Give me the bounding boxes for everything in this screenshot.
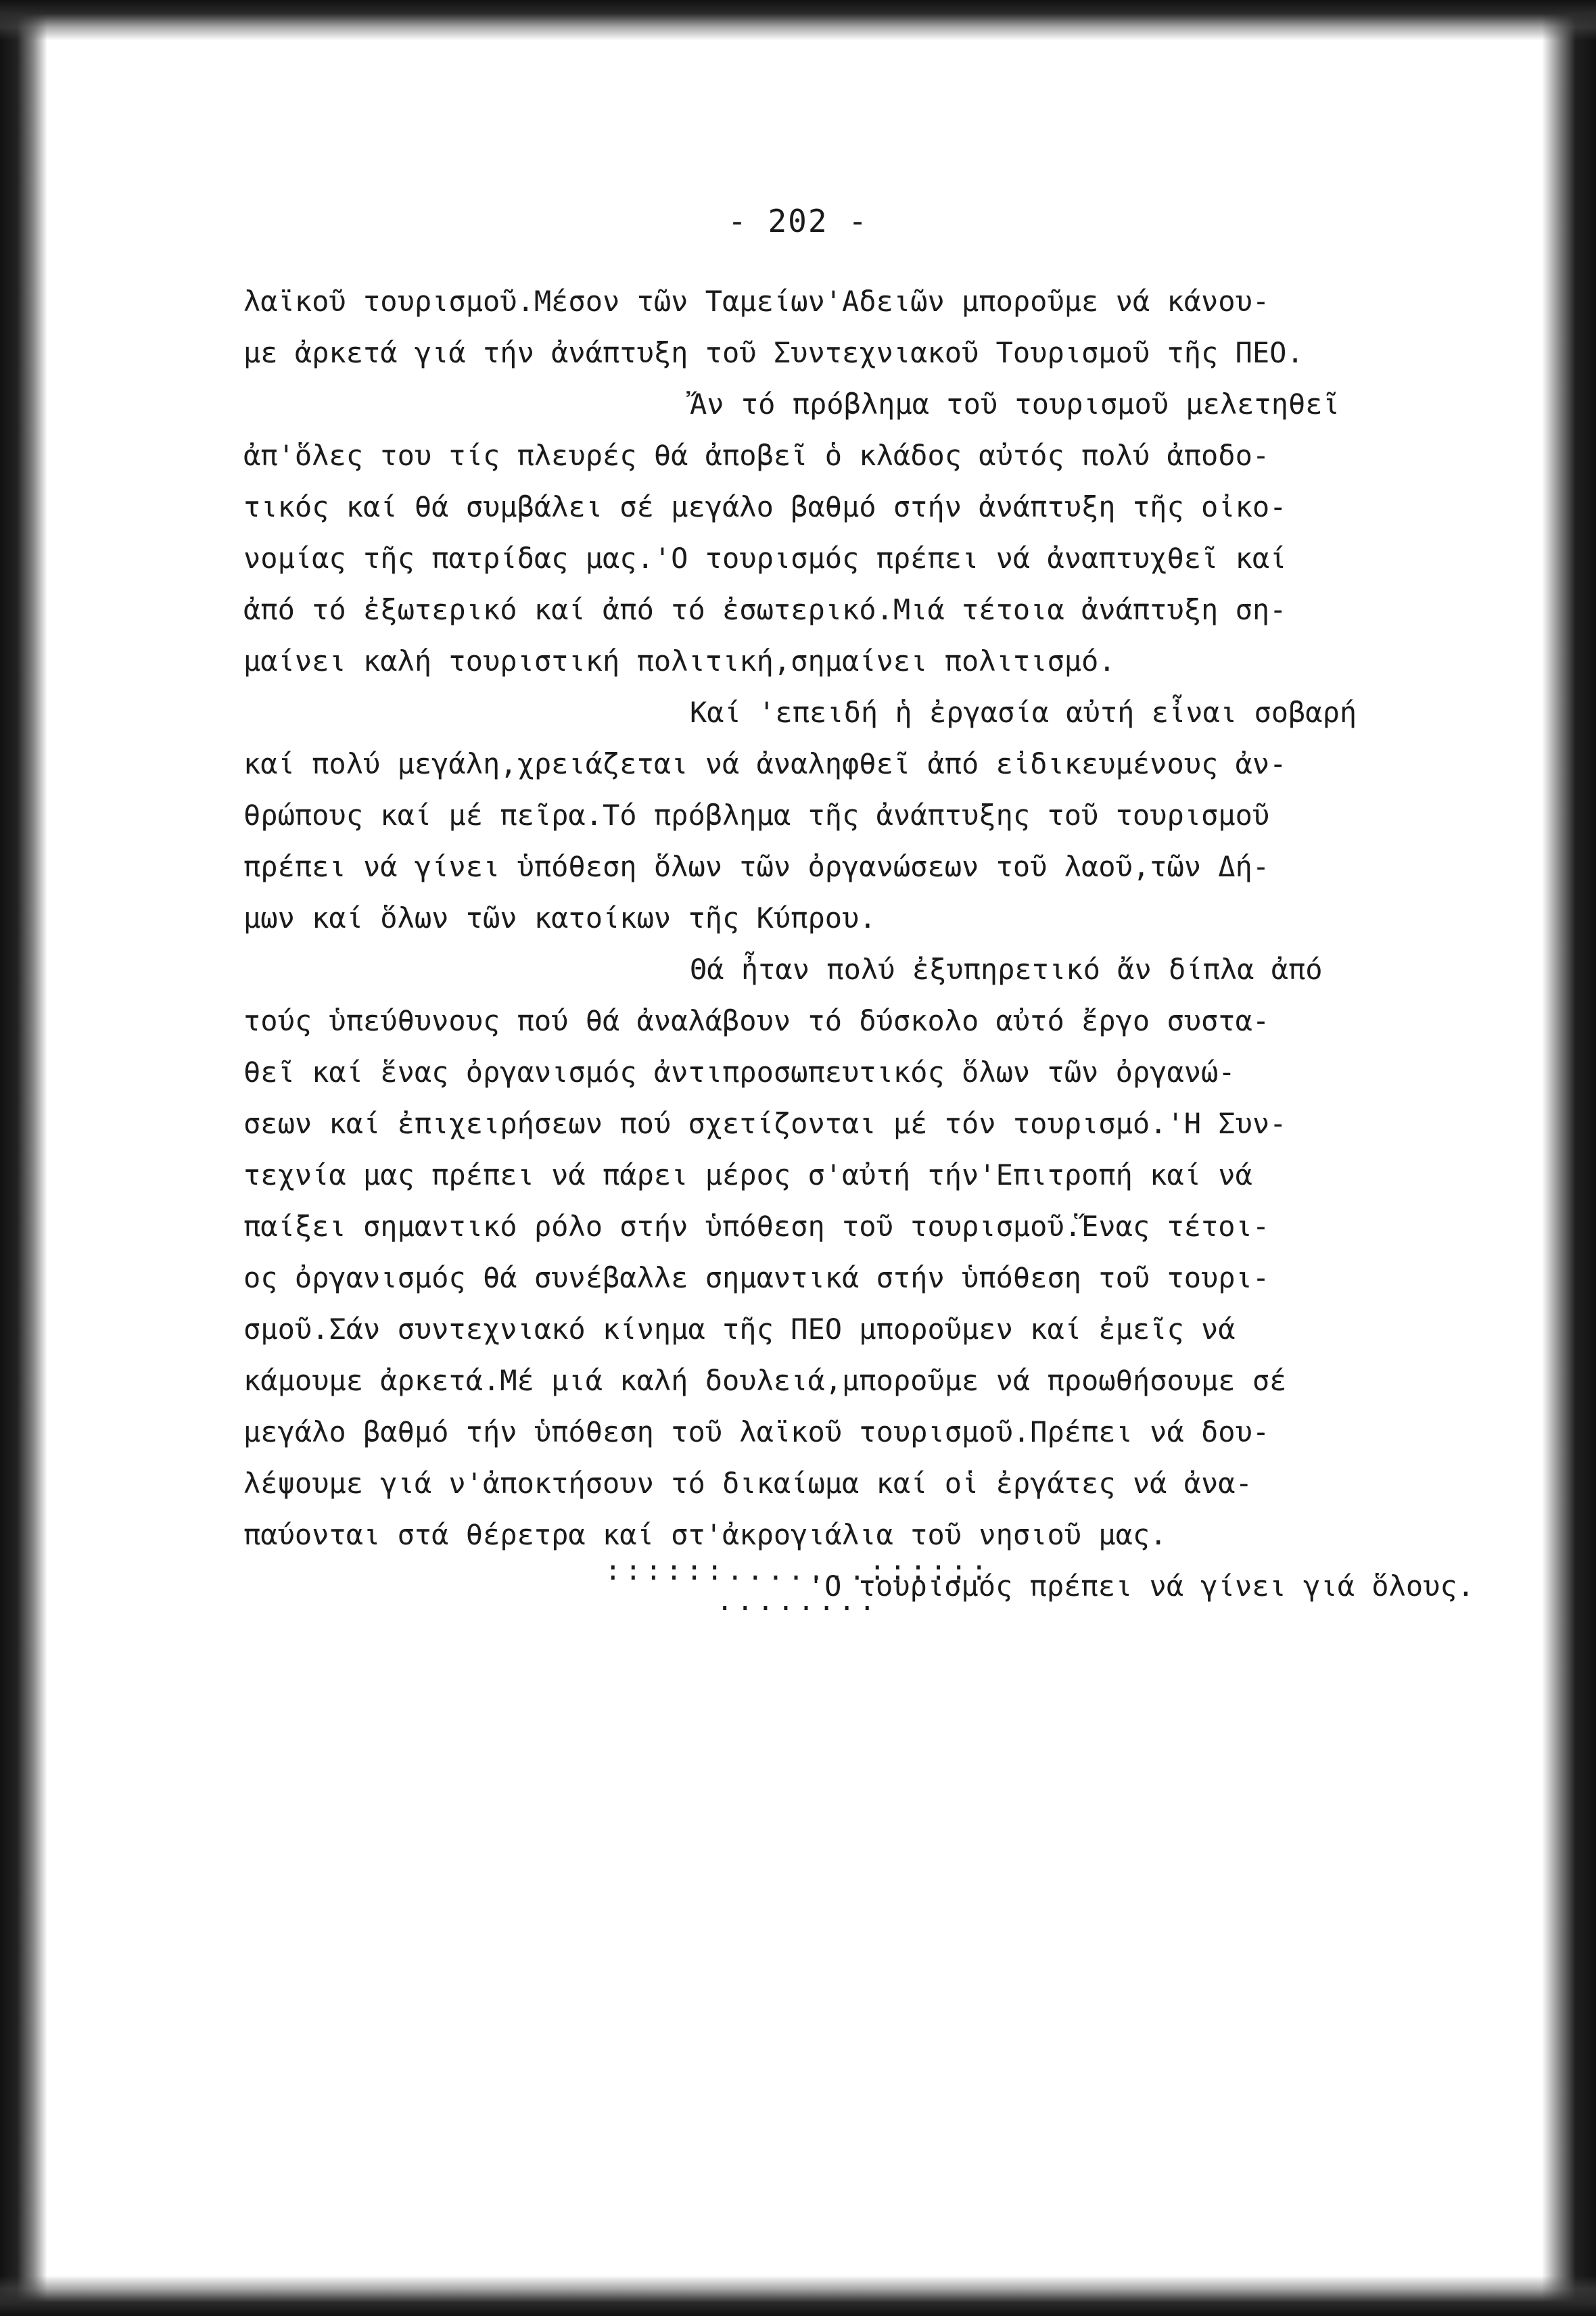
section-ornament-bottom: ........	[716, 1586, 880, 1617]
text-line: λαϊκοῦ τουρισμοῦ.Μέσον τῶν Ταμείων'Αδειῶν μποροῦμε νά κάνου-	[243, 285, 1270, 318]
text-line: μαίνει καλή τουριστική πολιτική,σημαίνει πολιτισμό.	[243, 644, 1116, 678]
text-line: σμοῦ.Σάν συντεχνιακό κίνημα τῆς ΠΕΟ μποροῦμεν καί ἐμεῖς νά	[243, 1313, 1236, 1346]
paragraph-start-line: Θά ἦταν πολύ ἐξυπηρετικό ἄν δίπλα ἀπό	[690, 953, 1323, 986]
text-line: θεῖ καί ἕνας ὀργανισμός ἀντιπροσωπευτικός ὅλων τῶν ὀργανώ-	[243, 1056, 1236, 1089]
text-line: ος ὀργανισμός θά συνέβαλλε σημαντικά στήν ὑπόθεση τοῦ τουρι-	[243, 1261, 1270, 1294]
body-text	[243, 276, 1474, 1612]
section-ornament-top: ::::::.......::::::	[605, 1555, 991, 1586]
text-line: μεγάλο βαθμό τήν ὑπόθεση τοῦ λαϊκοῦ τουρισμοῦ.Πρέπει νά δου-	[243, 1415, 1270, 1448]
text-line: παύονται στά θέρετρα καί στ'ἀκρογιάλια τοῦ νησιοῦ μας.	[243, 1518, 1167, 1551]
text-line: θρώπους καί μέ πεῖρα.Τό πρόβλημα τῆς ἀνάπτυξης τοῦ τουρισμοῦ	[243, 799, 1270, 832]
text-line: τούς ὑπεύθυνους πού θά ἀναλάβουν τό δύσκολο αὐτό ἔργο συστα-	[243, 1004, 1270, 1037]
text-line: πρέπει νά γίνει ὑπόθεση ὅλων τῶν ὀργανώσεων τοῦ λαοῦ,τῶν Δή-	[243, 850, 1270, 883]
text-line: τικός καί θά συμβάλει σέ μεγάλο βαθμό στήν ἀνάπτυξη τῆς οἰκο-	[243, 490, 1287, 523]
paragraph-start-line: Καί 'επειδή ἡ ἐργασία αὐτή εἶναι σοβαρή	[690, 696, 1357, 729]
page-number: - 202 -	[728, 203, 868, 239]
paragraph-start-line: Ἄν τό πρόβλημα τοῦ τουρισμοῦ μελετηθεῖ	[690, 387, 1340, 421]
text-line: ἀπ'ὅλες του τίς πλευρές θά ἀποβεῖ ὁ κλάδος αὐτός πολύ ἀποδο-	[243, 439, 1270, 472]
text-line: κάμουμε ἀρκετά.Μέ μιά καλή δουλειά,μποροῦμε νά προωθήσουμε σέ	[243, 1364, 1287, 1397]
text-line: νομίας τῆς πατρίδας μας.'Ο τουρισμός πρέπει νά ἀναπτυχθεῖ καί	[243, 542, 1287, 575]
text-line: μων καί ὅλων τῶν κατοίκων τῆς Κύπρου.	[243, 901, 876, 935]
closing-line: 'Ο τουρισμός πρέπει νά γίνει γιά ὅλους.	[807, 1569, 1474, 1603]
text-line: καί πολύ μεγάλη,χρειάζεται νά ἀναληφθεῖ ἀπό εἰδικευμένους ἀν-	[243, 747, 1287, 780]
text-line: σεων καί ἐπιχειρήσεων πού σχετίζονται μέ τόν τουρισμό.'Η Συν-	[243, 1107, 1287, 1140]
text-line: παίξει σημαντικό ρόλο στήν ὑπόθεση τοῦ τουρισμοῦ.Ἕνας τέτοι-	[243, 1210, 1270, 1243]
text-line: τεχνία μας πρέπει νά πάρει μέρος σ'αὐτή τήν'Επιτροπή καί νά	[243, 1158, 1252, 1191]
text-line: ἀπό τό ἐξωτερικό καί ἀπό τό ἐσωτερικό.Μιά τέτοια ἀνάπτυξη ση-	[243, 593, 1287, 626]
text-line: με ἀρκετά γιά τήν ἀνάπτυξη τοῦ Συντεχνιακοῦ Τουρισμοῦ τῆς ΠΕΟ.	[243, 336, 1304, 369]
text-line: λέψουμε γιά ν'ἀποκτήσουν τό δικαίωμα καί οἱ ἐργάτες νά ἀνα-	[243, 1467, 1252, 1500]
